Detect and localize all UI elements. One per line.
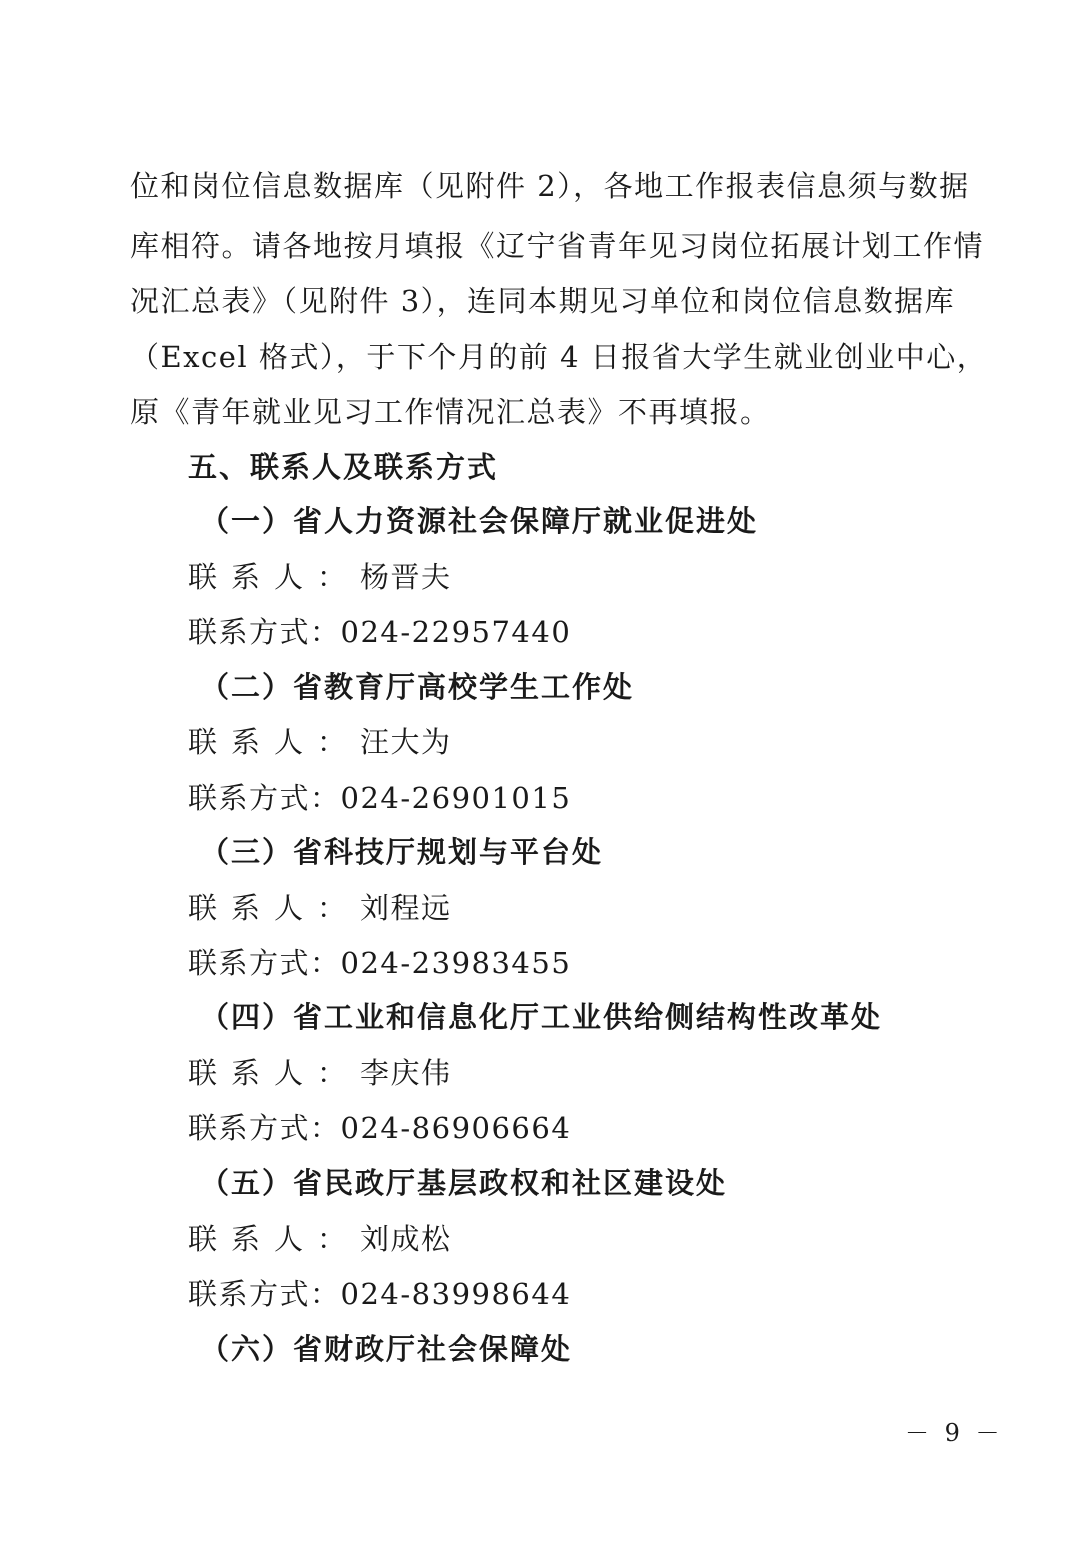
contact-phone-row bbox=[188, 1276, 571, 1312]
contact-person-row bbox=[188, 559, 452, 595]
body-paragraph-line: 位和岗位信息数据库（见附件 2），各地工作报表信息须与数据 bbox=[130, 169, 970, 203]
contact-person-row bbox=[188, 1221, 452, 1257]
body-paragraph-line: （Excel 格式），于下个月的前 4 日报省大学生就业创业中心， bbox=[130, 340, 988, 374]
section-heading: 五、联系人及联系方式 bbox=[188, 450, 499, 484]
contact-phone-label: 联系方式： bbox=[188, 946, 341, 980]
contact-phone-number: 024-83998644 bbox=[340, 1277, 572, 1311]
department-heading: （五）省民政厅基层政权和社区建设处 bbox=[200, 1166, 728, 1200]
department-heading: （四）省工业和信息化厅工业供给侧结构性改革处 bbox=[200, 1000, 883, 1034]
contact-person-row bbox=[188, 1055, 452, 1091]
contact-phone-row bbox=[188, 780, 571, 816]
page-number: － 9 － bbox=[905, 1419, 1004, 1447]
contact-person-label: 联系人： bbox=[188, 891, 361, 925]
department-heading: （六）省财政厅社会保障处 bbox=[200, 1332, 573, 1366]
body-paragraph-line: 况汇总表》（见附件 3），连同本期见习单位和岗位信息数据库 bbox=[130, 284, 956, 318]
contact-person-row bbox=[188, 724, 452, 760]
department-heading: （一）省人力资源社会保障厅就业促进处 bbox=[200, 504, 759, 538]
contact-phone-label: 联系方式： bbox=[188, 781, 341, 815]
contact-person-label: 联系人： bbox=[188, 725, 361, 759]
contact-phone-label: 联系方式： bbox=[188, 1277, 341, 1311]
contact-person-label: 联系人： bbox=[188, 1056, 361, 1090]
contact-person-label: 联系人： bbox=[188, 1222, 361, 1256]
contact-person-name: 李庆伟 bbox=[360, 1056, 452, 1090]
contact-phone-number: 024-26901015 bbox=[340, 781, 572, 815]
contact-phone-row bbox=[188, 1110, 571, 1146]
contact-phone-label: 联系方式： bbox=[188, 615, 341, 649]
contact-person-label: 联系人： bbox=[188, 560, 361, 594]
department-heading: （二）省教育厅高校学生工作处 bbox=[200, 670, 635, 704]
contact-person-name: 刘程远 bbox=[360, 891, 452, 925]
contact-person-row bbox=[188, 890, 452, 926]
contact-phone-number: 024-86906664 bbox=[340, 1111, 572, 1145]
contact-phone-number: 024-23983455 bbox=[340, 946, 572, 980]
contact-phone-row bbox=[188, 945, 571, 981]
contact-phone-number: 024-22957440 bbox=[340, 615, 572, 649]
department-heading: （三）省科技厅规划与平台处 bbox=[200, 835, 604, 869]
body-paragraph-line: 库相符。请各地按月填报《辽宁省青年见习岗位拓展计划工作情 bbox=[130, 229, 985, 263]
contact-phone-row bbox=[188, 614, 571, 650]
contact-person-name: 刘成松 bbox=[360, 1222, 452, 1256]
contact-person-name: 汪大为 bbox=[360, 725, 452, 759]
body-paragraph-line: 原《青年就业见习工作情况汇总表》不再填报。 bbox=[130, 395, 771, 429]
contact-person-name: 杨晋夫 bbox=[360, 560, 452, 594]
contact-phone-label: 联系方式： bbox=[188, 1111, 341, 1145]
